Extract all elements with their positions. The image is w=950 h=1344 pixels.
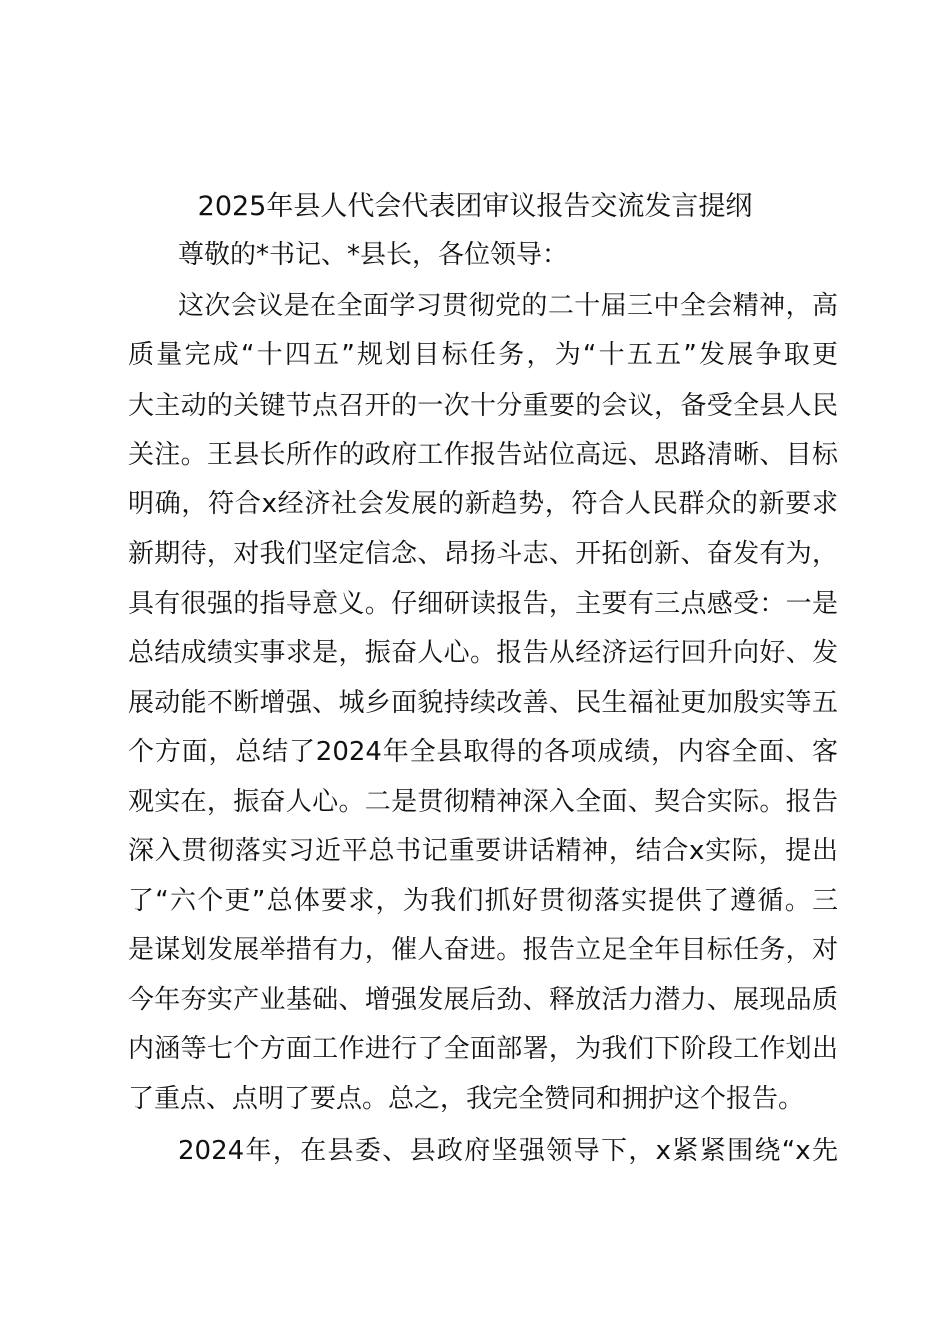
paragraph-line: 这次会议是在全面学习贯彻党的二十届三中全会精神，高 [178,291,838,321]
paragraph-line: 观实在，振奋人心。二是贯彻精神深入全面、契合实际。报告 [128,787,838,817]
paragraph-line: 展动能不断增强、城乡面貌持续改善、民生福祉更加殷实等五 [128,688,838,718]
paragraph-line: 明确，符合x经济社会发展的新趋势，符合人民群众的新要求 [128,489,838,519]
paragraph-line: 2024年，在县委、县政府坚强领导下，x紧紧围绕“x先 [178,1136,838,1166]
document-title: 2025年县人代会代表团审议报告交流发言提纲 [197,191,753,222]
paragraph-line: 总结成绩实事求是，振奋人心。报告从经济运行回升向好、发 [128,638,838,668]
paragraph-line: 今年夯实产业基础、增强发展后劲、释放活力潜力、展现品质 [128,985,838,1015]
paragraph-line: 内涵等七个方面工作进行了全面部署，为我们下阶段工作划出 [128,1034,838,1064]
paragraph-line: 质量完成“十四五”规划目标任务，为“十五五”发展争取更 [128,340,838,370]
paragraph-line: 是谋划发展举措有力，催人奋进。报告立足全年目标任务，对 [128,935,838,965]
paragraph-line: 关注。王县长所作的政府工作报告站位高远、思路清晰、目标 [128,440,838,470]
paragraph-line: 深入贯彻落实习近平总书记重要讲话精神，结合x实际，提出 [128,836,838,866]
paragraph-line: 了“六个更”总体要求，为我们抓好贯彻落实提供了遵循。三 [128,886,838,916]
paragraph-line: 了重点、点明了要点。总之，我完全赞同和拥护这个报告。 [128,1084,805,1114]
salutation: 尊敬的*书记、*县长，各位领导： [178,240,569,270]
paragraph-line: 新期待，对我们坚定信念、昂扬斗志、开拓创新、奋发有为， [128,539,838,569]
paragraph-line: 大主动的关键节点召开的一次十分重要的会议，备受全县人民 [128,391,838,421]
paragraph-line: 个方面，总结了2024年全县取得的各项成绩，内容全面、客 [128,737,838,767]
paragraph-line: 具有很强的指导意义。仔细研读报告，主要有三点感受：一是 [128,589,838,619]
